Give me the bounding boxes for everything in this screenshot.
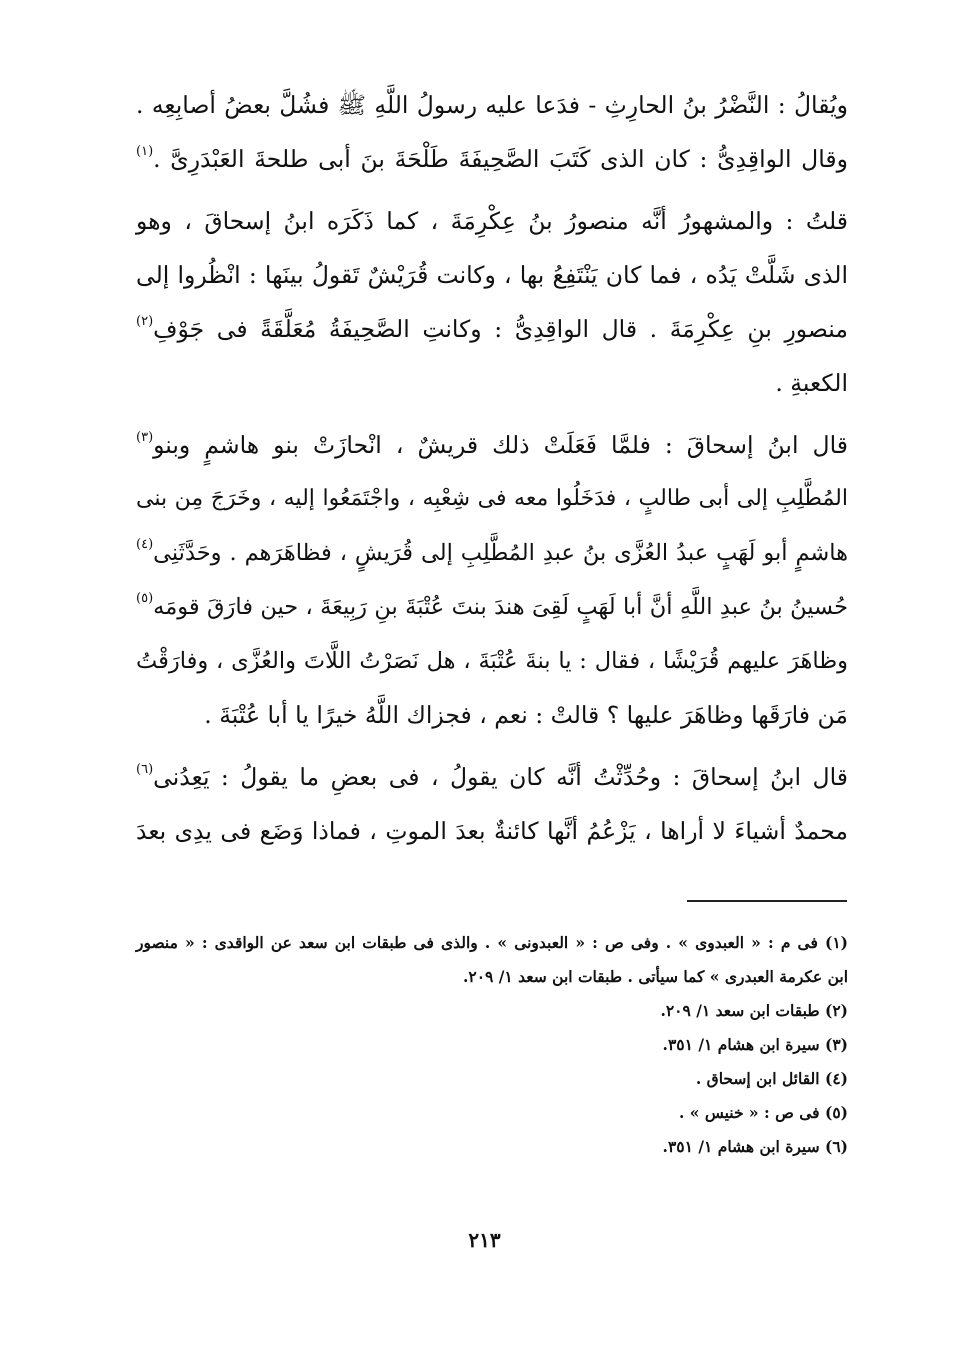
footnote: (٦) سيرة ابن هشام ١/ ٣٥١. (662, 1137, 848, 1156)
footnotes (136, 926, 848, 1164)
text-line: الكعبةِ . (775, 369, 848, 397)
footnote-marker: (١) (136, 144, 154, 159)
text-line: قلتُ : والمشهورُ أنَّه منصورُ بنُ عِكْرِمَةَ ، كما ذَكَرَه ابنُ إسحاقَ ، وهو (136, 207, 848, 235)
footnote: (٢) طبقات ابن سعد ١/ ٢٠٩. (660, 1001, 848, 1020)
paragraph-1 (136, 78, 848, 186)
paragraph-3 (136, 418, 848, 742)
footnote: (٣) سيرة ابن هشام ١/ ٣٥١. (662, 1035, 848, 1054)
text-line: منصورِ بنِ عِكْرِمَةَ . قال الواقِدِىُّ : وكانتِ الصَّحِيفَةُ مُعَلَّقَةً فى جَوْفِ$^{(٢)}$ (136, 314, 848, 343)
text-line: ويُقالُ : النَّضْرُ بنُ الحارِثِ - فدَعا عليه رسولُ اللَّهِ ﷺ فشُلَّ بعضُ أصابِعِه . (136, 91, 848, 119)
text-line: محمدٌ أشياءَ لا أراها ، يَزْعُمُ أنَّها كائنةٌ بعدَ الموتِ ، فماذا وَضَع فى يدِى بعدَ (136, 817, 848, 845)
footnote-marker: (٤) (136, 537, 154, 552)
text-line: قال ابنُ إسحاقَ : فلمَّا فَعَلَتْ ذلك قريشٌ ، انْحازَتْ بنو هاشمٍ وبنو$^{(٣)}$ (136, 430, 848, 459)
footnote-separator (687, 900, 847, 902)
footnote: (٤) القائل ابن إسحاق . (695, 1069, 848, 1088)
footnote-marker: (٣) (136, 430, 154, 445)
text-line: وظاهَرَ عليهم قُرَيْشًا ، فقال : يا بنةَ عُتْبَةَ ، هل نَصَرْتُ اللَّاتَ والعُزَّى ، وفارَقْتُ (136, 648, 848, 674)
text-line: قال ابنُ إسحاقَ : وحُدِّثْتُ أنَّه كان يقولُ ، فى بعضِ ما يقولُ : يَعِدُنى$^{(٦)}$ (136, 762, 848, 791)
text-line: حُسينُ بنُ عبدِ اللَّهِ أنَّ أبا لَهَبٍ لَقِىَ هندَ بنتَ عُتْبَةَ بنِ رَبِيعَةَ ، حين فارَقَ قومَه$^{(٥)}$ (136, 591, 848, 620)
footnote-marker: (٥) (136, 591, 154, 606)
text-line: وقال الواقِدِىُّ : كان الذى كَتَبَ الصَّحِيفَةَ طَلْحَةَ بنَ أبى طلحةَ العَبْدَرِىَّ .$^{(١)}$ (136, 144, 848, 173)
paragraph-2 (136, 194, 848, 410)
footnote-marker: (٦) (136, 762, 154, 777)
footnote-marker: (٢) (136, 314, 154, 329)
main-text (136, 78, 848, 858)
text-line: مَن فارَقَها وظاهَرَ عليها ؟ قالتْ : نعم ، فجزاك اللَّهُ خيرًا يا أبا عُتْبَةَ . (204, 701, 848, 729)
paragraph-4 (136, 750, 848, 858)
text-line: هاشمٍ أبو لَهَبٍ عبدُ العُزَّى بنُ عبدِ المُطَّلِبِ إلى قُرَيشٍ ، فظاهَرَهم . وحَدَّثَنِى$^{(٤)}$ (136, 537, 848, 566)
page-number: ٢١٣ (468, 1228, 501, 1252)
footnote: (١) فى م : « العبدوى » . وفى ص : « العبدونى » . والذى فى طبقات ابن سعد عن الواقدى : « منصور (136, 933, 848, 952)
text-line: الذى شَلَّتْ يَدُه ، فما كان يَنْتَفِعُ بها ، وكانت قُرَيْشٌ تَقولُ بينَها : انْظُروا إلى (136, 261, 848, 289)
footnote: (٥) فى ص : « خنيس » . (678, 1103, 848, 1122)
footnote: ابن عكرمة العبدرى » كما سيأتى . طبقات ابن سعد ١/ ٢٠٩. (462, 967, 848, 986)
text-line: المُطَّلِبِ إلى أبى طالبٍ ، فدَخَلُوا معه فى شِعْبِه ، واجْتَمَعُوا إليه ، وخَرَجَ مِن بنى (136, 486, 848, 511)
